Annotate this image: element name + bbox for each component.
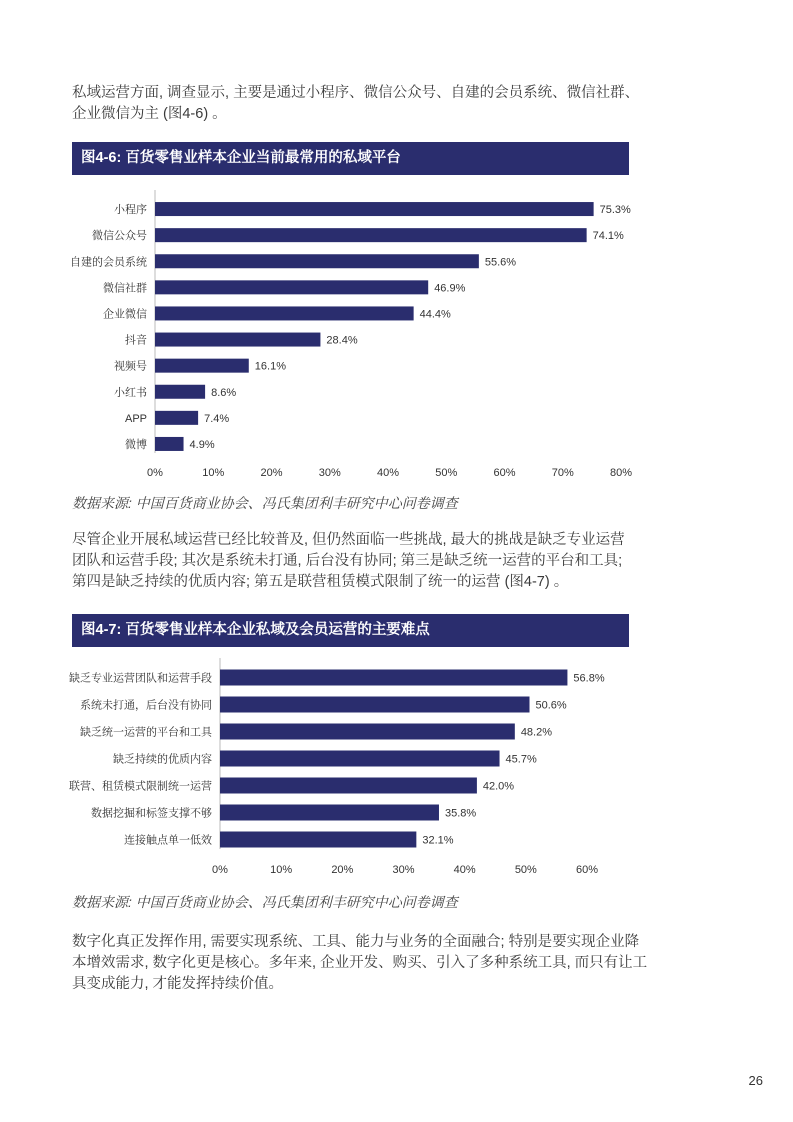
category-label: 缺乏持续的优质内容 bbox=[113, 753, 212, 766]
bar bbox=[155, 411, 198, 425]
category-label: 微信公众号 bbox=[92, 230, 147, 243]
bar bbox=[220, 724, 515, 740]
figure-4-7-source: 数据来源: 中国百货商业协会、冯氏集团利丰研究中心问卷调查 bbox=[72, 894, 458, 910]
page-number: 26 bbox=[748, 1073, 763, 1088]
figure-4-7-title: 图4-7: 百货零售业样本企业私域及会员运营的主要难点 bbox=[72, 614, 629, 647]
x-tick-label: 10% bbox=[202, 467, 225, 479]
intro-paragraph bbox=[72, 83, 722, 125]
category-label: 微博 bbox=[125, 438, 147, 451]
bar bbox=[220, 697, 530, 713]
value-label: 75.3% bbox=[599, 204, 631, 217]
x-tick-label: 10% bbox=[270, 864, 293, 876]
category-label: 企业微信 bbox=[103, 308, 147, 321]
x-tick-label: 50% bbox=[514, 864, 537, 876]
outro-line-3: 具变成能力, 才能发挥持续价值。 bbox=[72, 976, 284, 992]
bar bbox=[220, 670, 567, 686]
value-label: 45.7% bbox=[505, 753, 537, 766]
figure-4-6-chart bbox=[0, 190, 793, 490]
figure-4-6-title: 图4-6: 百货零售业样本企业当前最常用的私域平台 bbox=[72, 142, 629, 175]
figure-4-6-source: 数据来源: 中国百货商业协会、冯氏集团利丰研究中心问卷调查 bbox=[72, 495, 458, 511]
middle-line-3: 第四是缺乏持续的优质内容; 第五是联营租赁模式限制了统一的运营 (图4-7) 。 bbox=[72, 574, 569, 590]
category-label: APP bbox=[124, 412, 147, 425]
figure-4-7-chart bbox=[0, 660, 793, 880]
value-label: 35.8% bbox=[444, 807, 477, 820]
category-label: 缺乏统一运营的平台和工具 bbox=[80, 726, 212, 739]
value-label: 42.0% bbox=[482, 780, 515, 793]
value-label: 44.4% bbox=[419, 308, 451, 321]
value-label: 46.9% bbox=[434, 282, 466, 295]
value-label: 32.1% bbox=[422, 834, 454, 847]
outro-line-2: 本增效需求, 数字化更是核心。多年来, 企业开发、购买、引入了多种系统工具, 而只有让工 bbox=[72, 955, 648, 971]
x-tick-label: 40% bbox=[453, 864, 476, 876]
middle-paragraph bbox=[72, 530, 722, 593]
x-tick-label: 0% bbox=[147, 467, 163, 479]
x-tick-label: 70% bbox=[551, 467, 574, 479]
category-label: 小红书 bbox=[114, 386, 147, 399]
x-tick-label: 30% bbox=[392, 864, 415, 876]
bar bbox=[155, 306, 414, 320]
bar bbox=[155, 228, 587, 242]
x-tick-label: 80% bbox=[609, 467, 633, 479]
bar bbox=[220, 832, 416, 848]
x-tick-label: 20% bbox=[260, 467, 283, 479]
category-label: 缺乏专业运营团队和运营手段 bbox=[69, 672, 212, 685]
value-label: 50.6% bbox=[535, 699, 567, 712]
bar bbox=[220, 751, 500, 767]
category-label: 抖音 bbox=[125, 334, 147, 347]
x-tick-label: 50% bbox=[435, 467, 458, 479]
middle-line-1: 尽管企业开展私域运营已经比较普及, 但仍然面临一些挑战, 最大的挑战是缺乏专业运营 bbox=[72, 532, 625, 548]
category-label: 小程序 bbox=[114, 204, 147, 217]
intro-line-1: 私域运营方面, 调查显示, 主要是通过小程序、微信公众号、自建的会员系统、微信社群、 bbox=[72, 85, 640, 101]
bar bbox=[220, 805, 439, 821]
x-tick-label: 40% bbox=[376, 467, 400, 479]
value-label: 16.1% bbox=[254, 360, 286, 373]
category-label: 连接触点单一低效 bbox=[124, 834, 212, 847]
intro-line-2: 企业微信为主 (图4-6) 。 bbox=[72, 106, 227, 122]
bar bbox=[220, 778, 477, 794]
x-tick-label: 0% bbox=[212, 864, 228, 876]
bar bbox=[155, 280, 428, 294]
middle-line-2: 团队和运营手段; 其次是系统未打通, 后台没有协同; 第三是缺乏统一运营的平台和工具; bbox=[72, 553, 623, 569]
value-label: 4.9% bbox=[189, 438, 215, 451]
x-tick-label: 60% bbox=[575, 864, 599, 876]
value-label: 48.2% bbox=[520, 726, 553, 739]
bar bbox=[155, 254, 479, 268]
outro-line-1: 数字化真正发挥作用, 需要实现系统、工具、能力与业务的全面融合; 特别是要实现企业降 bbox=[72, 934, 640, 950]
bar bbox=[155, 359, 249, 373]
bar bbox=[155, 385, 205, 399]
value-label: 7.4% bbox=[204, 412, 230, 425]
bar bbox=[155, 333, 320, 347]
bar bbox=[155, 202, 594, 216]
value-label: 28.4% bbox=[326, 334, 358, 347]
category-label: 联营、租赁模式限制统一运营 bbox=[69, 780, 212, 793]
value-label: 74.1% bbox=[592, 230, 624, 243]
x-tick-label: 30% bbox=[318, 467, 341, 479]
outro-paragraph bbox=[72, 932, 722, 995]
category-label: 数据挖掘和标签支撑不够 bbox=[91, 807, 212, 820]
category-label: 系统未打通，后台没有协同 bbox=[80, 699, 212, 712]
category-label: 微信社群 bbox=[103, 282, 147, 295]
category-label: 自建的会员系统 bbox=[70, 256, 147, 269]
x-tick-label: 20% bbox=[331, 864, 354, 876]
category-label: 视频号 bbox=[114, 360, 147, 373]
value-label: 55.6% bbox=[484, 256, 517, 269]
x-tick-label: 60% bbox=[493, 467, 516, 479]
value-label: 8.6% bbox=[211, 386, 237, 399]
bar bbox=[155, 437, 184, 451]
value-label: 56.8% bbox=[573, 672, 605, 685]
